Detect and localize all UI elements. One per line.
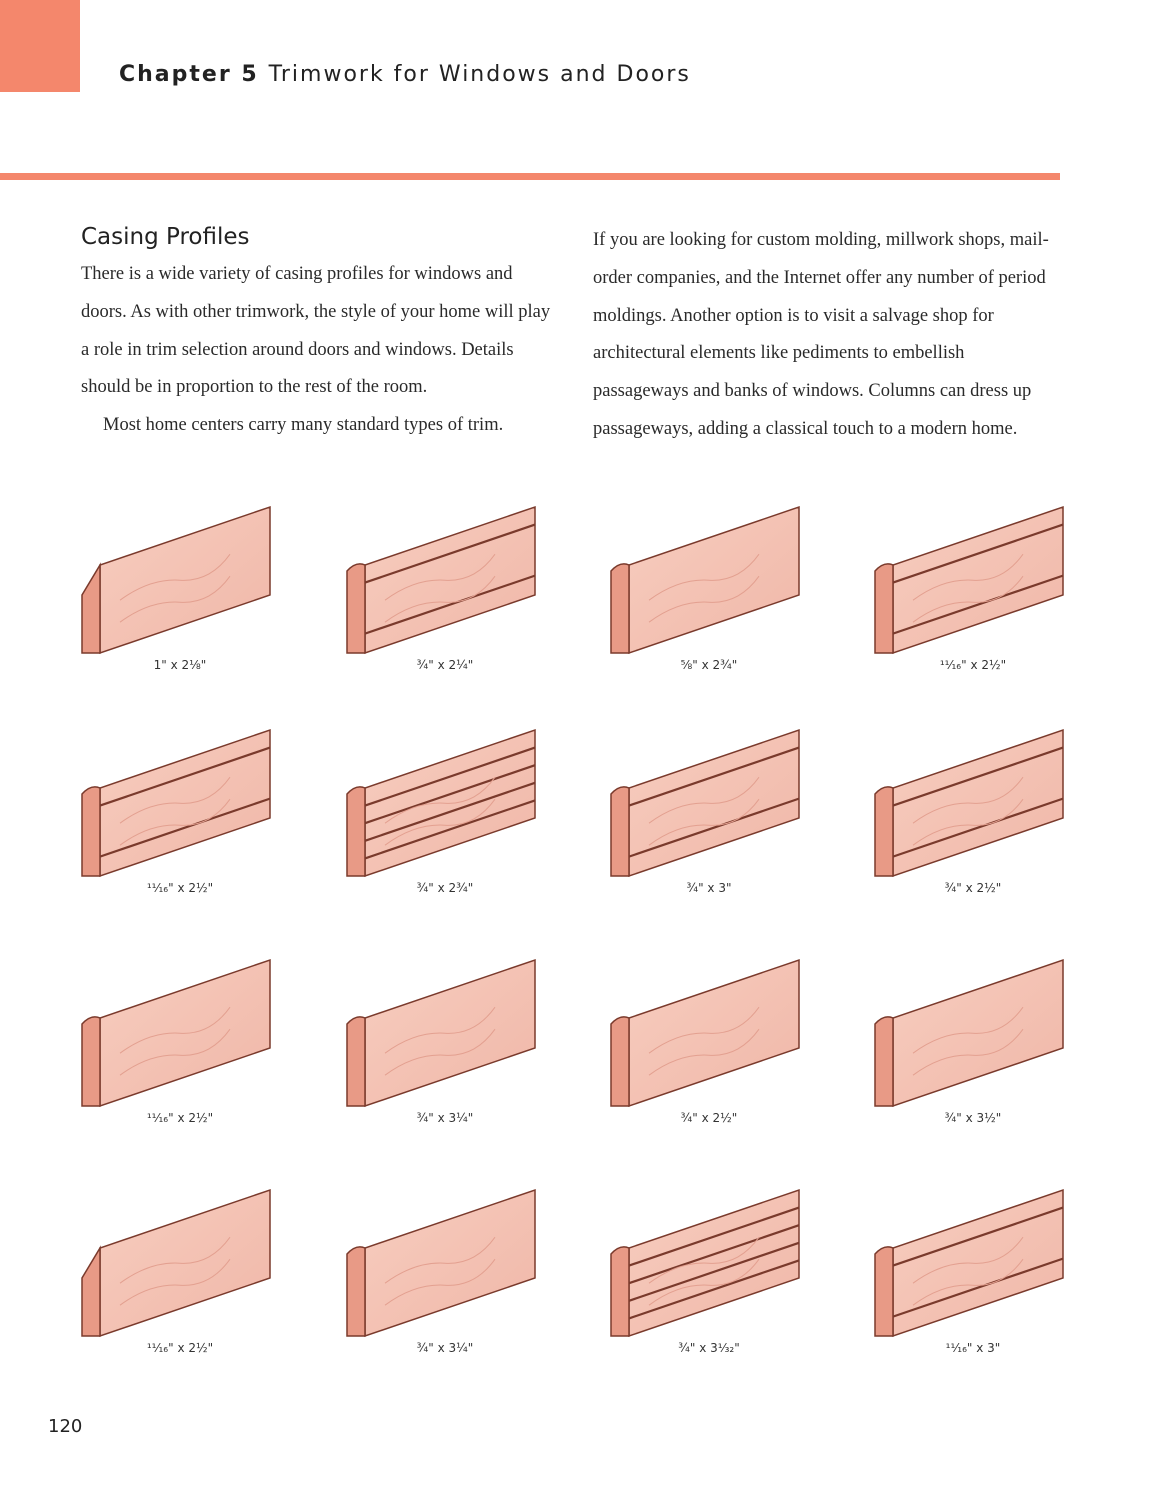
molding-end-grain xyxy=(875,787,893,876)
casing-profile-drawing xyxy=(345,958,545,1118)
casing-profile-drawing xyxy=(80,1188,280,1348)
molding-end-grain xyxy=(82,787,100,876)
profile-size-caption: ¾" x 2¼" xyxy=(416,658,474,672)
molding-end-grain xyxy=(82,1017,100,1106)
casing-profile-drawing xyxy=(873,505,1073,665)
molding-end-grain xyxy=(82,565,100,653)
molding-end-grain xyxy=(611,787,629,876)
profile-size-caption: ⅝" x 2¾" xyxy=(680,658,738,672)
profile-size-caption: ¾" x 2½" xyxy=(680,1111,738,1125)
casing-profile-drawing xyxy=(80,958,280,1118)
corner-accent-block xyxy=(0,0,80,92)
header-rule xyxy=(0,173,1060,180)
paragraph-custom-molding: If you are looking for custom molding, millwork shops, mail-order companies, and the Internet offer any number of period moldings. Another option is to visit a salvage shop for architectural elements like pediments to embellish passageways and banks of windows. Columns can dress up passageways, adding a classical touch to a modern home. xyxy=(593,230,1049,439)
molding-end-grain xyxy=(611,1247,629,1336)
profile-size-caption: ¹¹⁄₁₆" x 3" xyxy=(945,1341,1001,1355)
section-title: Casing Profiles xyxy=(81,224,250,250)
profile-size-caption: ¹¹⁄₁₆" x 2½" xyxy=(146,881,214,895)
profile-size-caption: ¾" x 3¼" xyxy=(416,1341,474,1355)
casing-profile-drawing xyxy=(345,1188,545,1348)
molding-end-grain xyxy=(347,1247,365,1336)
casing-profile-drawing xyxy=(80,728,280,888)
casing-profile-drawing xyxy=(873,728,1073,888)
chapter-label: Chapter 5 xyxy=(119,62,259,87)
profile-size-caption: ¹¹⁄₁₆" x 2½" xyxy=(146,1341,214,1355)
casing-profile-drawing xyxy=(873,1188,1073,1348)
molding-end-grain xyxy=(875,1017,893,1106)
profile-size-caption: ¾" x 3½" xyxy=(944,1111,1002,1125)
profile-size-caption: ¹¹⁄₁₆" x 2½" xyxy=(939,658,1007,672)
casing-profile-drawing xyxy=(345,505,545,665)
paragraph-intro: There is a wide variety of casing profiles for windows and doors. As with other trimwork, the style of your home will play a role in trim selection around doors and windows. Details should be in proportion to the rest of the room. xyxy=(81,264,551,398)
molding-end-grain xyxy=(611,564,629,653)
molding-end-grain xyxy=(347,564,365,653)
molding-end-grain xyxy=(82,1248,100,1336)
right-text-column xyxy=(593,222,1063,449)
profile-size-caption: ¾" x 3" xyxy=(686,881,732,895)
left-text-column xyxy=(81,222,561,445)
profile-size-caption: ¾" x 2½" xyxy=(944,881,1002,895)
casing-profile-drawing xyxy=(609,728,809,888)
chapter-title: Trimwork for Windows and Doors xyxy=(268,62,691,87)
casing-profile-drawing xyxy=(609,505,809,665)
paragraph-home-centers: Most home centers carry many standard types of trim. xyxy=(103,415,504,436)
casing-profile-drawing xyxy=(345,728,545,888)
chapter-header xyxy=(119,62,691,87)
casing-profile-drawing xyxy=(80,505,280,665)
profile-size-caption: 1" x 2⅛" xyxy=(153,658,207,672)
profile-size-caption: ¾" x 2¾" xyxy=(416,881,474,895)
profile-size-caption: ¾" x 3¹⁄₃₂" xyxy=(678,1341,740,1355)
page-number: 120 xyxy=(48,1416,83,1437)
casing-profile-drawing xyxy=(873,958,1073,1118)
molding-end-grain xyxy=(875,564,893,653)
molding-end-grain xyxy=(347,1017,365,1106)
profile-size-caption: ¹¹⁄₁₆" x 2½" xyxy=(146,1111,214,1125)
molding-end-grain xyxy=(611,1017,629,1106)
casing-profile-drawing xyxy=(609,958,809,1118)
casing-profile-drawing xyxy=(609,1188,809,1348)
profile-size-caption: ¾" x 3¼" xyxy=(416,1111,474,1125)
molding-end-grain xyxy=(347,787,365,876)
molding-end-grain xyxy=(875,1247,893,1336)
